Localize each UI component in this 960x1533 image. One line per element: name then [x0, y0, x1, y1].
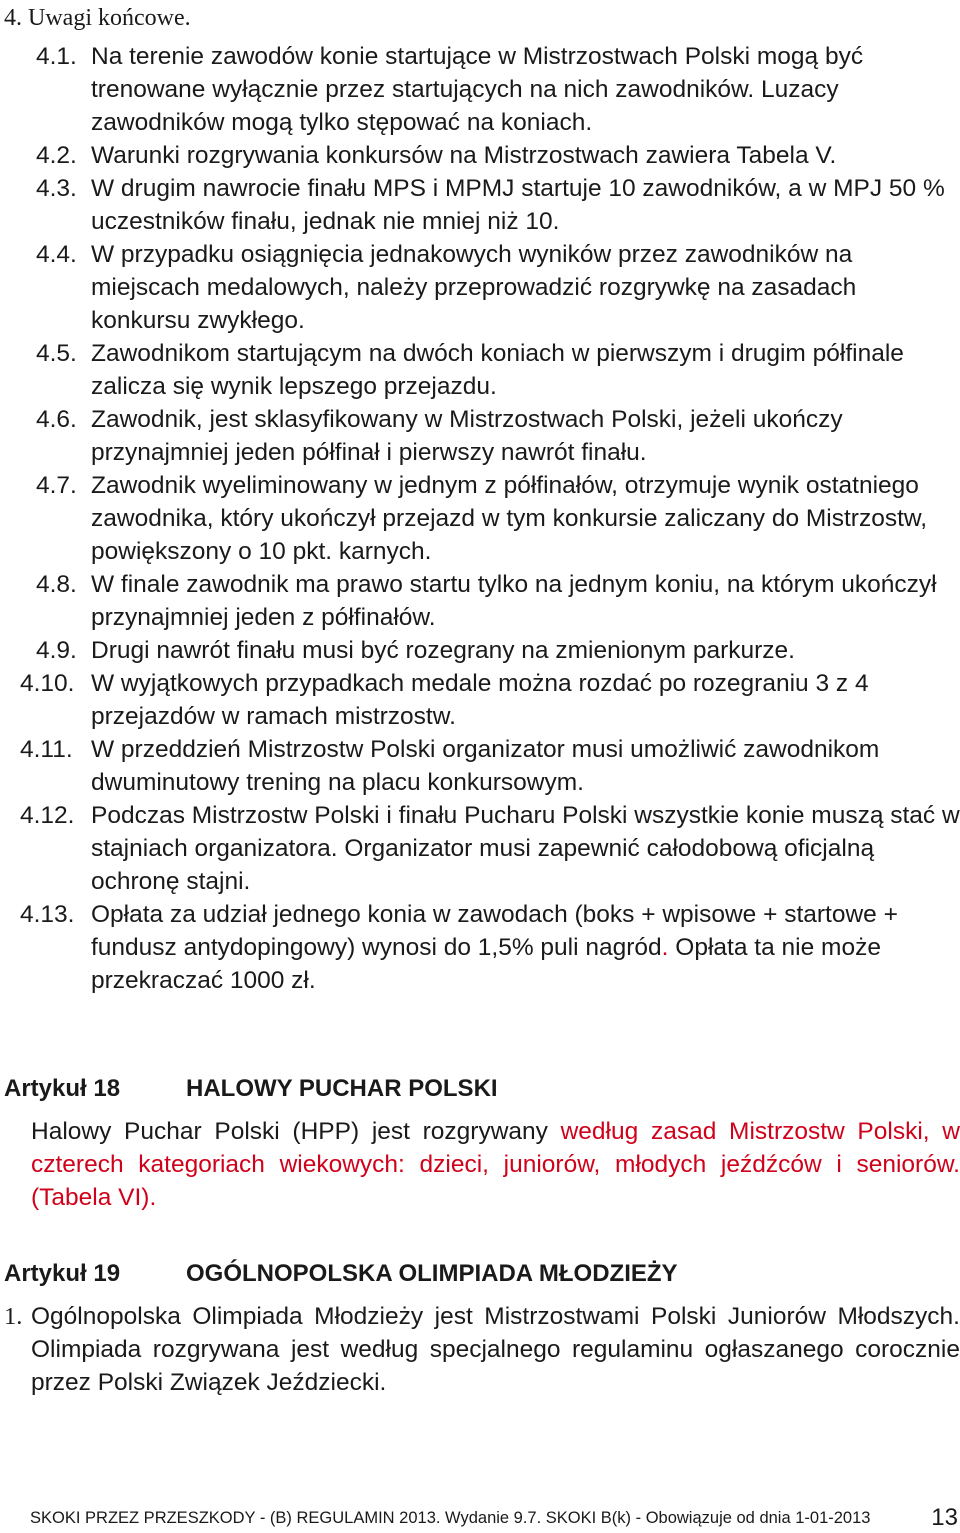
section-heading [4, 2, 191, 34]
article-point [4, 1300, 960, 1399]
rule-text: W drugim nawrocie finału MPS i MPMJ startuje 10 zawodników, a w MPJ 50 % uczestników finału, jednak nie mniej niż 10. [91, 175, 945, 235]
rule-item-4-2 [0, 139, 960, 172]
rule-item-4-3 [0, 172, 960, 238]
article-heading [4, 1073, 960, 1105]
article-heading [4, 1258, 960, 1290]
rule-item-4-1 [0, 40, 960, 139]
rule-text: W finale zawodnik ma prawo startu tylko na jednym koniu, na którym ukończył przynajmniej jeden z półfinałów. [91, 571, 937, 631]
rule-text: W przeddzień Mistrzostw Polski organizator musi umożliwić zawodnikom dwuminutowy trening na placu konkursowym. [91, 736, 880, 796]
rule-text: W przypadku osiągnięcia jednakowych wyników przez zawodników na miejscach medalowych, należy przeprowadzić rozgrywkę na zasadach konkursu zwykłego. [91, 241, 857, 334]
rule-number: 4.8. [36, 571, 77, 598]
section-title: Uwagi końcowe. [28, 5, 191, 31]
rule-number: 4.11. [20, 736, 73, 763]
rule-number: 4.3. [36, 175, 77, 202]
rule-text: Warunki rozgrywania konkursów na Mistrzostwach zawiera Tabela V. [91, 142, 837, 169]
rule-number: 4.7. [36, 472, 77, 499]
rule-item-4-11 [0, 733, 960, 799]
article-text: Halowy Puchar Polski (HPP) jest rozgrywany [31, 1118, 561, 1145]
rule-number: 4.2. [36, 142, 77, 169]
article-18 [4, 1073, 960, 1214]
section-number: 4. [4, 5, 22, 31]
rule-item-4-13 [0, 898, 960, 997]
rule-text: Zawodnikom startującym na dwóch koniach w pierwszym i drugim półfinale zalicza się wynik lepszego przejazdu. [91, 340, 904, 400]
rule-item-4-8 [0, 568, 960, 634]
article-label: Artykuł 19 [4, 1260, 121, 1287]
rule-text: Zawodnik, jest sklasyfikowany w Mistrzostwach Polski, jeżeli ukończy przynajmniej jeden półfinał i pierwszy nawrót finału. [91, 406, 843, 466]
rule-number: 4.1. [36, 43, 77, 70]
article-19 [4, 1258, 960, 1399]
rule-item-4-9 [0, 634, 960, 667]
rule-number: 4.13. [20, 901, 75, 928]
rule-text: Drugi nawrót finału musi być rozegrany na zmienionym parkurze. [91, 637, 795, 664]
rule-number: 4.5. [36, 340, 77, 367]
rule-number: 4.12. [20, 802, 75, 829]
article-paragraph [31, 1115, 960, 1214]
rule-text: Podczas Mistrzostw Polski i finału Pucharu Polski wszystkie konie muszą stać w stajniach organizatora. Organizator musi zapewnić całodobową oficjalną ochronę stajni. [91, 802, 960, 895]
point-number: 1. [4, 1303, 23, 1330]
rule-item-4-5 [0, 337, 960, 403]
rule-number: 4.10. [20, 670, 75, 697]
article-label: Artykuł 18 [4, 1075, 121, 1102]
rule-number: 4.9. [36, 637, 77, 664]
rule-item-4-12 [0, 799, 960, 898]
rule-text-continued: Opłata ta nie może przekraczać 1000 zł. [91, 934, 881, 994]
rule-item-4-10 [0, 667, 960, 733]
article-text-red: według zasad Mistrzostw Polski, w czterech kategoriach wiekowych: dzieci, juniorów, młodych jeźdźców i seniorów. (Tabela VI). [31, 1118, 960, 1211]
article-title: OGÓLNOPOLSKA OLIMPIADA MŁODZIEŻY [186, 1260, 678, 1287]
rule-number: 4.4. [36, 241, 77, 268]
point-text: Ogólnopolska Olimpiada Młodzieży jest Mistrzostwami Polski Juniorów Młodszych. Olimpiada rozgrywana jest według specjalnego regulaminu ogłaszanego corocznie przez Polski Związek Jeździecki. [31, 1303, 960, 1396]
rule-item-4-7 [0, 469, 960, 568]
rules-list [0, 40, 960, 997]
article-title: HALOWY PUCHAR POLSKI [186, 1075, 498, 1102]
page-footer [30, 1500, 960, 1533]
rule-item-4-4 [0, 238, 960, 337]
rule-number: 4.6. [36, 406, 77, 433]
page-number: 13 [931, 1504, 958, 1531]
rule-text: Zawodnik wyeliminowany w jednym z półfinałów, otrzymuje wynik ostatniego zawodnika, który ukończył przejazd w tym konkursie zaliczany do Mistrzostw, powiększony o 10 pkt. karnych. [91, 472, 928, 565]
footer-text: SKOKI PRZEZ PRZESZKODY - (B) REGULAMIN 2013. Wydanie 9.7. SKOKI B(k) - Obowiązuje od dnia 1-01-2013 [30, 1509, 871, 1527]
rule-text-red-mark: . [661, 934, 669, 961]
rule-text [91, 898, 960, 997]
rule-item-4-6 [0, 403, 960, 469]
rule-text-main: Opłata za udział jednego konia w zawodach (boks + wpisowe + startowe + fundusz antydopingowy) wynosi do 1,5% puli nagród [91, 901, 898, 961]
rule-text: Na terenie zawodów konie startujące w Mistrzostwach Polski mogą być trenowane wyłącznie przez startujących na nich zawodników. Luzacy zawodników mogą tylko stępować na koniach. [91, 43, 864, 136]
rule-text: W wyjątkowych przypadkach medale można rozdać po rozegraniu 3 z 4 przejazdów w ramach mistrzostw. [91, 670, 869, 730]
